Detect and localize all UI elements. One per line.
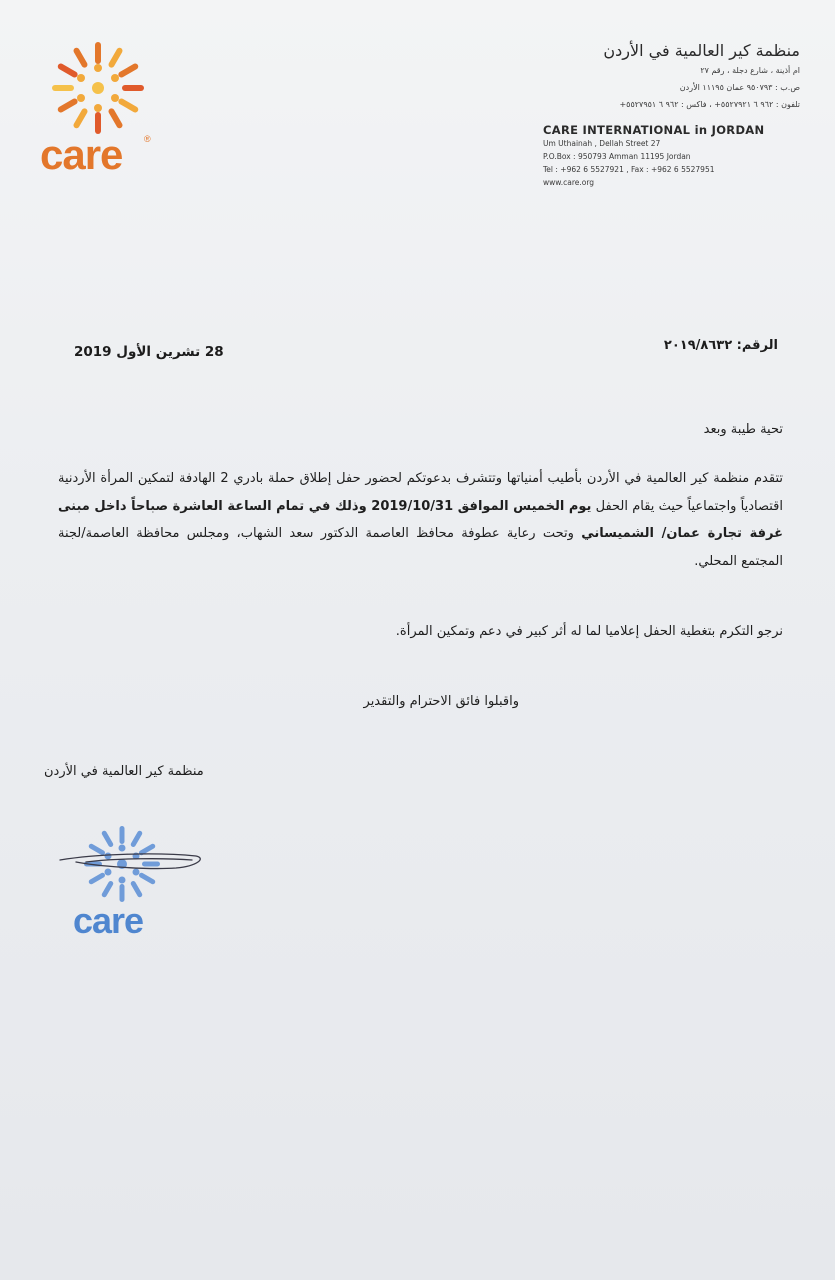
letterhead-english-address: Um Uthainah , Dellah Street 27 — [543, 139, 661, 148]
letterhead-arabic-address: ام أذينة ، شارع دجلة ، رقم ٢٧ — [700, 66, 800, 75]
letterhead-english-title: CARE INTERNATIONAL in JORDAN — [543, 123, 765, 137]
paragraph-part-3: وتحت رعاية عطوفة محافظ العاصمة الدكتور سعد الشهاب، ومجلس محافظة العاصمة/لجنة المجتمع المحلي. — [58, 526, 783, 569]
organization-stamp — [56, 822, 206, 942]
letterhead-website: www.care.org — [543, 178, 595, 187]
stamp-flower-icon — [56, 822, 206, 912]
care-flower-icon — [48, 38, 148, 138]
letterhead-arabic-phone: تلفون : ٩٦٢ ٦ ٥٥٢٧٩٢١+ ، فاكس : ٩٦٢ ٦ ٥٥٢٧٩٥١+ — [619, 100, 800, 109]
letterhead — [540, 40, 800, 189]
care-logo-text: care — [40, 131, 123, 178]
main-paragraph — [58, 465, 783, 575]
coverage-request: نرجو التكرم بتغطية الحفل إعلاميا لما له أثر كبير في دعم وتمكين المرأة. — [395, 624, 783, 639]
paragraph-part-1: تتقدم منظمة كير العالمية في الأردن بأطيب أمنياتها وتتشرف بدعوتكم لحضور حفل إطلاق حملة بادري 2 الهادفة لتمكين المرأة الأردنية اقتصادياً واجتماعياً حيث يقام الحفل — [58, 471, 783, 514]
stamp-care-text: care — [73, 900, 144, 941]
paragraph-event-details: يوم الخميس الموافق 2019/10/31 وذلك في تمام الساعة العاشرة صباحاً داخل مبنى غرفة تجارة عمان/ الشميساني — [58, 498, 783, 541]
registered-mark: ® — [144, 134, 151, 144]
letterhead-english-phone: Tel : +962 6 5527921 , Fax : +962 6 5527951 — [543, 165, 715, 174]
greeting: تحية طيبة وبعد — [703, 422, 783, 437]
signature-stroke — [60, 854, 200, 869]
letter-date: 28 تشرين الأول 2019 — [74, 344, 224, 360]
closing-salutation: واقبلوا فائق الاحترام والتقدير — [363, 694, 519, 709]
reference-number: الرقم: ٢٠١٩/٨٦٣٢ — [663, 338, 778, 353]
letterhead-arabic-pobox: ص.ب : ٩٥٠٧٩٣ عمان ١١١٩٥ الأردن — [679, 83, 800, 92]
signature-organization: منظمة كير العالمية في الأردن — [44, 764, 204, 779]
care-logo — [40, 38, 165, 178]
letterhead-arabic-title: منظمة كير العالمية في الأردن — [603, 41, 800, 60]
letterhead-english-pobox: P.O.Box : 950793 Amman 11195 Jordan — [543, 152, 691, 161]
